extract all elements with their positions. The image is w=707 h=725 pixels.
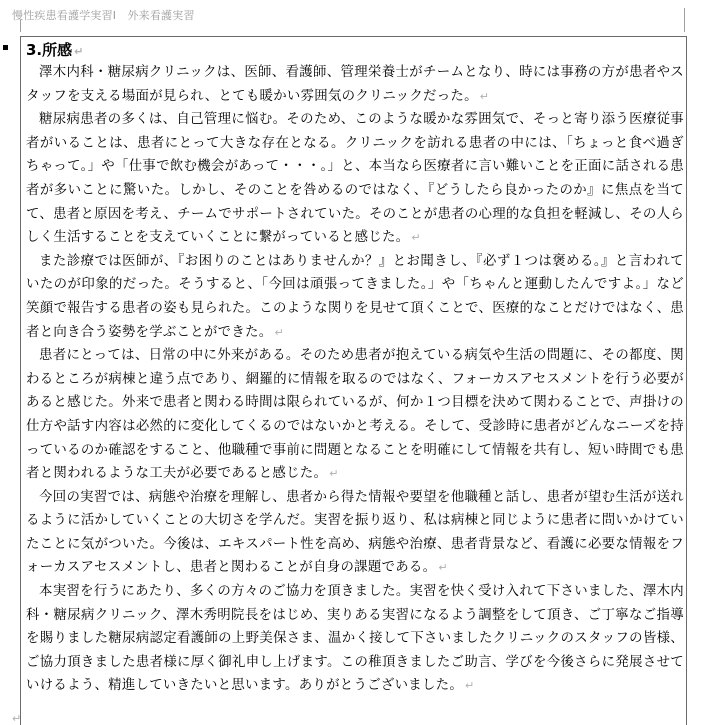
paragraph-mark: ↵ [438,561,448,575]
paragraph[interactable] [26,580,684,698]
paragraph-text: 今回の実習では、病態や治療を理解し、患者から得た情報や要望を他職種と話し、患者が望む生活が送れるように活かしていくことの大切さを学んだ。実習を振り返り、私は病棟と同じように患者に問いかけていたことに気がついた。今後は、エキスパート性を高め、病態や治療、患者背景など、看護に必要な情報をフォーカスアセスメントし、患者と関わることが自身の課題である。 [26,489,684,576]
paragraph-text: 澤木内科・糖尿病クリニックは、医師、看護師、管理栄養士がチームとなり、時には事務の方が患者やスタッフを支える場面が見られ、とても暖かい雰囲気のクリニックだった。 [26,65,684,104]
crop-mark-top-left [20,20,21,32]
page-header: 慢性疾患看護学実習Ⅰ 外来看護実習 [12,9,195,22]
paragraph[interactable] [26,61,684,108]
section-title-text: 3.所感 [26,41,73,59]
document-body[interactable] [26,40,684,698]
paragraph[interactable] [26,344,684,486]
paragraph-mark: ↵ [74,45,84,58]
crop-mark-top-right [684,8,685,32]
paragraph-mark: ↵ [465,679,475,693]
paragraph-mark: ↵ [274,325,284,339]
end-paragraph-mark: ↵ [12,712,22,725]
section-title [26,40,684,61]
paragraph[interactable] [26,250,684,344]
paragraph[interactable] [26,486,684,580]
paragraph-text: 患者にとっては、日常の中に外来がある。そのため患者が抱えている病気や生活の問題に、その都度、関わるところが病棟と違う点であり、網羅的に情報を取るのではなく、フォーカスアセスメントを行う必要があると感じた。外来で患者と関わる時間は限られているが、何か１つ目標を決めて関わることで、声掛けの仕方や話す内容は必然的に変化してくるのではないかと考える。そして、受診時に患者がどんなニーズを持っているのか確認をすること、他職種で事前に問題となることを明確にして情報を共有し、短い時間でも患者と関われるような工夫が必要であると感じた。 [26,348,684,482]
paragraph-bullet-mark [3,45,8,50]
paragraph-text: 糖尿病患者の多くは、自己管理に悩む。そのため、このような暖かな雰囲気で、そっと寄り添う医療従事者がいることは、患者にとって大きな存在となる。クリニックを訪れる患者の中には、「ちょっと食べ過ぎちゃって。」や「仕事で飲む機会があって・・・。」と、本当なら医療者に言い難いことを正面に話される患者が多いことに驚いた。しかし、そのことを咎めるのではなく、『どうしたら良かったのか』に焦点を当てて、患者と原因を考え、チームでサポートされていた。そのことが患者の心理的な負担を軽減し、その人らしく生活することを支えていくことに繋がっていると感じた。 [26,112,684,246]
paragraph-mark: ↵ [479,89,490,103]
paragraph-text: 本実習を行うにあたり、多くの方々のご協力を頂きました。実習を快く受け入れて下さいました、澤木内科・糖尿病クリニック、澤木秀明院長をはじめ、実りある実習になるよう調整をして頂き、ご丁寧なご指導を賜りました糖尿病認定看護師の上野美保さま、温かく接して下さいましたクリニックのスタッフの皆様、ご協力頂きました患者様に厚く御礼申し上げます。この稚頂きましたご助言、学びを今後さらに発展させていけるよう、精進していきたいと思います。ありがとうございました。 [26,584,684,694]
paragraph[interactable] [26,108,684,250]
paragraph-mark: ↵ [329,467,339,481]
paragraph-mark: ↵ [411,231,421,245]
paragraph-text: また診療では医師が、『お困りのことはありませんか？』とお聞きし、『必ず１つは褒める。』と言われていたのが印象的だった。そうすると、「今回は頑張ってきました。」や「ちゃんと運動したんですよ。」など笑顔で報告する患者の姿も見られた。このような関りを見せて頂くことで、医療的なことだけではなく、患者と向き合う姿勢を学ぶことができた。 [26,253,684,340]
